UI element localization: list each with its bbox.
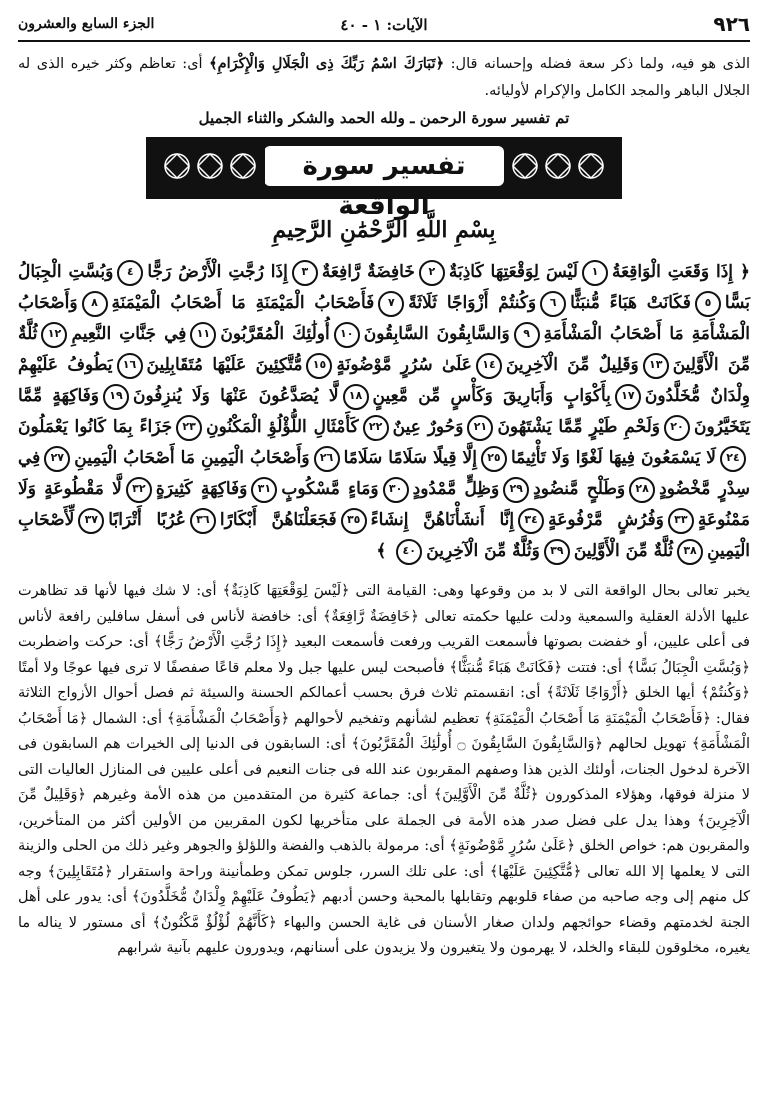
verse-text: فَكَانَتْ هَبَاءً مُّنبَثًّا <box>570 293 691 313</box>
verse-text: كَأَمْثَالِ اللُّؤْلُؤِ الْمَكْنُونِ <box>206 417 359 437</box>
verse-number: ٣١ <box>251 477 277 503</box>
verse-text: أُولَٰئِكَ الْمُقَرَّبُونَ <box>220 324 330 344</box>
verse-text: وَطَلْحٍ مَّنضُودٍ <box>533 479 626 499</box>
verse-number: ١٢ <box>41 322 67 348</box>
verse-text: وَأَصْحَابُ الْيَمِينِ مَا أَصْحَابُ الْيَمِينِ <box>74 448 310 468</box>
verse-text: جَزَاءً بِمَا كَانُوا يَعْمَلُونَ <box>18 417 173 437</box>
verse-text: وَالسَّابِقُونَ السَّابِقُونَ <box>363 324 510 344</box>
verse-number: ٣٠ <box>383 477 409 503</box>
verse-text: فَأَصْحَابُ الْمَيْمَنَةِ مَا أَصْحَابُ الْمَيْمَنَةِ <box>111 293 375 313</box>
verse-number: ١٧ <box>615 384 641 410</box>
verse-text: يَطُوفُ عَلَيْهِمْ وِلْدَانٌ مُّخَلَّدُونَ <box>18 355 751 406</box>
verse-number: ٢٨ <box>629 477 655 503</box>
verse-number: ١٤ <box>476 353 502 379</box>
verse-number: ٤ <box>117 260 143 286</box>
verse-text: لَّا مَقْطُوعَةٍ وَلَا مَمْنُوعَةٍ <box>18 479 750 530</box>
verse-number: ٢٣ <box>176 415 202 441</box>
verse-number: ٣٨ <box>677 539 703 565</box>
verse-text: وَظِلٍّ مَّمْدُودٍ <box>412 479 500 499</box>
surah-title: تفسير سورة الواقعة <box>264 146 504 186</box>
verse-text: وَثُلَّةٌ مِّنَ الْآخِرِينَ <box>426 541 540 561</box>
verse-number: ١٠ <box>334 322 360 348</box>
intro-quote: ﴿تَبَارَكَ اسْمُ رَبِّكَ ذِى الْجَلَالِ وَالْإِكْرَامِ﴾ <box>209 55 445 72</box>
verse-text: وَأَصْحَابُ الْمَشْأَمَةِ مَا أَصْحَابُ الْمَشْأَمَةِ <box>18 293 750 344</box>
verse-text: لَّا يُصَدَّعُونَ عَنْهَا وَلَا يُنزِفُونَ <box>132 386 339 406</box>
verse-number: ٢٥ <box>481 446 507 472</box>
verse-number: ٢٤ <box>720 446 746 472</box>
verse-number: ٢٦ <box>314 446 340 472</box>
verse-number: ١١ <box>190 322 216 348</box>
verse-text: لِّأَصْحَابِ الْيَمِينِ <box>18 510 750 561</box>
verse-text: بِأَكْوَابٍ وَأَبَارِيقَ وَكَأْسٍ مِّن مَّعِينٍ <box>372 386 611 406</box>
verse-text: مُّتَّكِئِينَ عَلَيْهَا مُتَقَابِلِينَ <box>146 355 303 375</box>
verse-number: ٣٢ <box>126 477 152 503</box>
verse-text: ثُلَّةٌ مِّنَ الْأَوَّلِينَ <box>573 541 674 561</box>
verse-number: ٨ <box>82 291 108 317</box>
verse-text: خَافِضَةٌ رَّافِعَةٌ <box>321 262 415 282</box>
verse-number: ٢٧ <box>44 446 70 472</box>
verse-text: إِنَّا أَنشَأْنَاهُنَّ إِنشَاءً <box>370 510 515 530</box>
verse-number: ٧ <box>378 291 404 317</box>
verse-text: فِي جَنَّاتِ النَّعِيمِ <box>71 324 187 344</box>
closing-line: تم تفسير سورة الرحمن ـ ولله الحمد والشكر والثناء الجميل <box>198 109 570 127</box>
verse-text: عَلَىٰ سُرُرٍ مَّوْضُونَةٍ <box>336 355 472 375</box>
verse-text: إِذَا رُجَّتِ الْأَرْضُ رَجًّا <box>147 262 288 282</box>
verse-number: ٢٩ <box>503 477 529 503</box>
verses-block: ﴿ إِذَا وَقَعَتِ الْوَاقِعَةُ١لَيْسَ لِوَقْعَتِهَا كَاذِبَةٌ٢خَافِضَةٌ رَّافِعَةٌ٣إِذَا رُجَّتِ الْأَرْضُ رَجًّا٤وَبُسَّتِ الْجِبَالُ بَسًّا٥فَكَانَتْ هَبَاءً مُّنبَثًّا٦وَكُنتُمْ أَزْوَاجًا ثَلَاثَةً٧فَأَصْحَابُ الْمَيْمَنَةِ مَا أَصْحَابُ الْمَيْمَنَةِ٨وَأَصْحَابُ الْمَشْأَمَةِ مَا أَصْحَابُ الْمَشْأَمَةِ٩وَالسَّابِقُونَ السَّابِقُونَ١٠أُولَٰئِكَ الْمُقَرَّبُونَ١١فِي جَنَّاتِ النَّعِيمِ١٢ثُلَّةٌ مِّنَ الْأَوَّلِينَ١٣وَقَلِيلٌ مِّنَ الْآخِرِينَ١٤عَلَىٰ سُرُرٍ مَّوْضُونَةٍ١٥مُّتَّكِئِينَ عَلَيْهَا مُتَقَابِلِينَ١٦يَطُوفُ عَلَيْهِمْ وِلْدَانٌ مُّخَلَّدُونَ١٧بِأَكْوَابٍ وَأَبَارِيقَ وَكَأْسٍ مِّن مَّعِينٍ١٨لَّا يُصَدَّعُونَ عَنْهَا وَلَا يُنزِفُونَ١٩وَفَاكِهَةٍ مِّمَّا يَتَخَيَّرُونَ٢٠وَلَحْمِ طَيْرٍ مِّمَّا يَشْتَهُونَ٢١وَحُورٌ عِينٌ٢٢كَأَمْثَالِ اللُّؤْلُؤِ الْمَكْنُونِ٢٣جَزَاءً بِمَا كَانُوا يَعْمَلُونَ٢٤لَا يَسْمَعُونَ فِيهَا لَغْوًا وَلَا تَأْثِيمًا٢٥إِلَّا قِيلًا سَلَامًا سَلَامًا٢٦وَأَصْحَابُ الْيَمِينِ مَا أَصْحَابُ الْيَمِينِ٢٧فِي سِدْرٍ مَّخْضُودٍ٢٨وَطَلْحٍ مَّنضُودٍ٢٩وَظِلٍّ مَّمْدُودٍ٣٠وَمَاءٍ مَّسْكُوبٍ٣١وَفَاكِهَةٍ كَثِيرَةٍ٣٢لَّا مَقْطُوعَةٍ وَلَا مَمْنُوعَةٍ٣٣وَفُرُشٍ مَّرْفُوعَةٍ٣٤إِنَّا أَنشَأْنَاهُنَّ إِنشَاءً٣٥فَجَعَلْنَاهُنَّ أَبْكَارًا٣٦عُرُبًا أَتْرَابًا٣٧لِّأَصْحَابِ الْيَمِينِ٣٨ثُلَّةٌ مِّنَ الْأَوَّلِينَ٣٩وَثُلَّةٌ مِّنَ الْآخِرِينَ٤٠ ﴾ <box>18 257 750 567</box>
verse-number: ٣٣ <box>668 508 694 534</box>
verse-text: لَا يَسْمَعُونَ فِيهَا لَغْوًا وَلَا تَأْثِيمًا <box>510 448 717 468</box>
verse-text: ثُلَّةٌ مِّنَ الْأَوَّلِينَ <box>18 324 751 375</box>
juz-label: الجزء السابع والعشرون <box>18 16 155 32</box>
verse-number: ٦ <box>540 291 566 317</box>
ornament-left-icon <box>155 144 265 188</box>
verse-text: عُرُبًا أَتْرَابًا <box>108 510 186 530</box>
verse-number: ٣٧ <box>78 508 104 534</box>
page-header <box>18 10 750 42</box>
surah-banner <box>146 137 622 221</box>
ayat-range: الآيات: ١ - ٤٠ <box>340 16 428 34</box>
verse-text: إِلَّا قِيلًا سَلَامًا سَلَامًا <box>343 448 477 468</box>
verse-number: ٣ <box>292 260 318 286</box>
verse-number: ٢ <box>419 260 445 286</box>
verse-text: لَيْسَ لِوَقْعَتِهَا كَاذِبَةٌ <box>448 262 578 282</box>
verse-text: إِذَا وَقَعَتِ الْوَاقِعَةُ <box>611 262 734 282</box>
verse-text: وَكُنتُمْ أَزْوَاجًا ثَلَاثَةً <box>408 293 537 313</box>
verse-number: ٢١ <box>467 415 493 441</box>
verse-number: ٢٠ <box>664 415 690 441</box>
verse-number: ٤٠ <box>396 539 422 565</box>
verse-number: ٩ <box>514 322 540 348</box>
verse-number: ٣٩ <box>544 539 570 565</box>
verse-text: فَجَعَلْنَاهُنَّ أَبْكَارًا <box>219 510 337 530</box>
page-number: ٩٢٦ <box>713 12 750 36</box>
verse-text: وَبُسَّتِ الْجِبَالُ بَسًّا <box>18 262 750 313</box>
page <box>18 10 750 1104</box>
verse-number: ١٦ <box>117 353 143 379</box>
verse-text: فِي سِدْرٍ مَّخْضُودٍ <box>18 448 750 499</box>
basmala: بِسْمِ اللَّهِ الرَّحْمَٰنِ الرَّحِيمِ <box>272 217 496 243</box>
verse-number: ٣٥ <box>341 508 367 534</box>
verse-text: وَمَاءٍ مَّسْكُوبٍ <box>281 479 379 499</box>
verse-text: وَقَلِيلٌ مِّنَ الْآخِرِينَ <box>505 355 639 375</box>
commentary-block <box>18 579 750 962</box>
verse-number: ٣٦ <box>190 508 216 534</box>
verse-text: وَفَاكِهَةٍ كَثِيرَةٍ <box>155 479 248 499</box>
verse-number: ٢٢ <box>363 415 389 441</box>
commentary-paragraph: يخبر تعالى بحال الواقعة التى لا بد من وقوعها وهى: القيامة التى ﴿لَيْسَ لِوَقْعَتِهَا كَاذِبَةٌ﴾ أى: لا شك فيها لأنها قد تظاهرت عليها الأدلة العقلية والسمعية ودلت عليها حكمته تعالى ﴿خَافِضَةٌ رَّافِعَةٌ﴾ أى: خافضة لأناس فى أسفل سافلين رافعة لأناس فى أعلى عليين، أو خفضت بصوتها فأسمعت القريب ورفعت فأسمعت البعيد ﴿إِذَا رُجَّتِ الْأَرْضُ رَجًّا﴾ أى: حركت واضطربت ﴿وَبُسَّتِ الْجِبَالُ بَسًّا﴾ أى: فتتت ﴿فَكَانَتْ هَبَاءً مُّنبَثًّا﴾ فأصبحت ليس عليها جبل ولا معلم قاعًا صفصفًا لا ترى فيها عوجًا ولا أمتًا ﴿وَكُنتُمْ﴾ أيها الخلق ﴿أَزْوَاجًا ثَلَاثَةً﴾ أى: انقسمتم ثلاث فرق بحسب أعمالكم الحسنة والسيئة ثم فصل أحوال الأزواج الثلاثة فقال: ﴿فَأَصْحَابُ الْمَيْمَنَةِ مَا أَصْحَابُ الْمَيْمَنَةِ﴾ تعظيم لشأنهم وتفخيم لأحوالهم ﴿وَأَصْحَابُ الْمَشْأَمَةِ﴾ أى: الشمال ﴿مَا أَصْحَابُ الْمَشْأَمَةِ﴾ تهويل لحالهم ﴿وَالسَّابِقُونَ السَّابِقُونَ ۝ أُولَٰئِكَ الْمُقَرَّبُونَ﴾ أى: السابقون فى الدنيا إلى الخيرات هم السابقون فى الآخرة لدخول الجنات، أولئك الذين هذا وصفهم المقربون عند الله فى جنات النعيم فى أعلى عليين فى المنازل العاليات التى لا منزلة فوقها، وهؤلاء المذكورون ﴿ثُلَّةٌ مِّنَ الْأَوَّلِينَ﴾ أى: جماعة كثيرة من المتقدمين من هذه الأمة وغيرهم ﴿وَقَلِيلٌ مِّنَ الْآخِرِينَ﴾ وهذا يدل على فضل صدر هذه الأمة فى الجملة على متأخريها لكون المقربين من الأولين أكثر من المتأخرين، والمقربون هم: خواص الخلق ﴿عَلَىٰ سُرُرٍ مَّوْضُونَةٍ﴾ أى: مرمولة بالذهب والفضة واللؤلؤ والجوهر وغير ذلك من الحلى والزينة التى لا يعلمها إلا الله تعالى ﴿مُّتَّكِئِينَ عَلَيْهَا﴾ أى: على تلك السرر، جلوس تمكن وطمأنينة وراحة واستقرار ﴿مُتَقَابِلِينَ﴾ وجه كل منهم إلى وجه صاحبه من صفاء قلوبهم وتقابلها بالمحبة وحسن أدبهم ﴿يَطُوفُ عَلَيْهِمْ وِلْدَانٌ مُّخَلَّدُونَ﴾ أى: يدور على أهل الجنة لخدمتهم وقضاء حوائجهم ولدان صغار الأسنان فى غاية الحسن والبهاء ﴿كَأَنَّهُمْ لُؤْلُؤٌ مَّكْنُونٌ﴾ أى مستور لا يناله ما يغيره، مخلوقون للبقاء والخلد، لا يهرمون ولا يتغيرون ولا يزيدون على أسنانهم، ويدورون عليهم بآنية شرابهم <box>18 583 750 956</box>
intro-text-a: الذى هو فيه، ولما ذكر سعة فضله وإحسانه قال: <box>450 56 751 72</box>
verse-text: وَفُرُشٍ مَّرْفُوعَةٍ <box>548 510 664 530</box>
verse-number: ١٥ <box>306 353 332 379</box>
intro-paragraph <box>18 50 750 105</box>
verse-text: وَحُورٌ عِينٌ <box>392 417 464 437</box>
verse-number: ٥ <box>695 291 721 317</box>
verse-number: ١٨ <box>343 384 369 410</box>
verse-text: وَفَاكِهَةٍ مِّمَّا يَتَخَيَّرُونَ <box>18 386 751 437</box>
verse-text: وَلَحْمِ طَيْرٍ مِّمَّا يَشْتَهُونَ <box>497 417 660 437</box>
verse-number: ١٩ <box>103 384 129 410</box>
verse-number: ١ <box>582 260 608 286</box>
verse-number: ١٣ <box>643 353 669 379</box>
ornament-right-icon <box>503 144 613 188</box>
intro-text-b: أى: تعاظم وكثر خيره الذى له الجلال الباهر والمجد الكامل والإكرام لأوليائه. <box>18 56 750 99</box>
verse-number: ٣٤ <box>518 508 544 534</box>
